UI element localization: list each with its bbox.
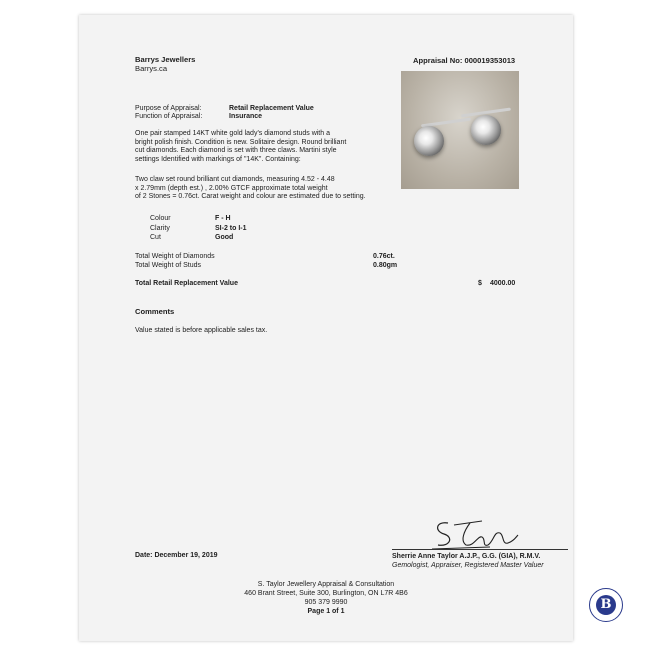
grade-value-clarity: SI-2 to I-1 <box>215 225 247 232</box>
description-line: settings Identified with markings of "14K". Containing: <box>135 155 301 163</box>
firm-address: 460 Brant Street, Suite 300, Burlington, ON L7R 4B6 <box>244 590 408 597</box>
grade-label-colour: Colour <box>150 215 171 222</box>
stone-description <box>135 176 405 202</box>
brand-seal-letter: B <box>596 595 616 615</box>
appraisal-date: Date: December 19, 2019 <box>135 552 218 559</box>
product-photo <box>401 71 519 189</box>
item-description <box>135 130 405 164</box>
grade-value-colour: F - H <box>215 215 231 222</box>
diamond-stud-right <box>471 115 501 145</box>
page-number: Page 1 of 1 <box>307 608 345 615</box>
comments-heading: Comments <box>135 307 175 316</box>
comments-text: Value stated is before applicable sales tax. <box>135 327 268 334</box>
company-website: Barrys.ca <box>135 64 168 73</box>
brand-seal-icon <box>589 588 623 622</box>
weight-value-diamonds: 0.76ct. <box>373 253 395 260</box>
weight-label-studs: Total Weight of Studs <box>135 262 202 269</box>
description-line: bright polish finish. Condition is new. Solitaire design. Round brilliant <box>135 138 347 146</box>
appraiser-name: Sherrie Anne Taylor A.J.P., G.G. (GIA), R.M.V. <box>392 553 541 560</box>
purpose-label: Purpose of Appraisal: <box>135 105 202 112</box>
stone-line: x 2.79mm (depth est.) , 2.00% GTCF approximate total weight <box>135 184 328 192</box>
weight-label-diamonds: Total Weight of Diamonds <box>135 253 215 260</box>
grade-label-cut: Cut <box>150 234 161 241</box>
signature-line <box>392 549 568 550</box>
purpose-value: Retail Replacement Value <box>229 105 314 112</box>
grade-value-cut: Good <box>215 234 234 241</box>
diamond-stud-left <box>414 126 444 156</box>
weight-value-studs: 0.80gm <box>373 262 398 269</box>
appraiser-title: Gemologist, Appraiser, Registered Master Valuer <box>392 562 544 569</box>
firm-name: S. Taylor Jewellery Appraisal & Consultation <box>257 581 395 588</box>
description-line: One pair stamped 14KT white gold lady's diamond studs with a <box>135 130 330 137</box>
stone-line: Two claw set round brilliant cut diamonds, measuring 4.52 - 4.48 <box>135 176 335 183</box>
company-name: Barrys Jewellers <box>135 55 196 64</box>
firm-phone: 905 379 9990 <box>304 599 348 606</box>
appraisal-number: Appraisal No: 000019353013 <box>413 56 516 65</box>
description-line: cut diamonds. Each diamond is set with three claws. Martini style <box>135 147 337 155</box>
total-label: Total Retail Replacement Value <box>135 280 238 287</box>
total-amount: 4000.00 <box>490 280 516 287</box>
total-currency: $ <box>478 280 482 287</box>
stone-line: of 2 Stones = 0.76ct. Carat weight and colour are estimated due to setting. <box>135 193 366 201</box>
grade-label-clarity: Clarity <box>150 225 170 232</box>
function-value: Insurance <box>229 113 263 120</box>
function-label: Function of Appraisal: <box>135 113 203 120</box>
handwritten-signature <box>430 517 520 551</box>
